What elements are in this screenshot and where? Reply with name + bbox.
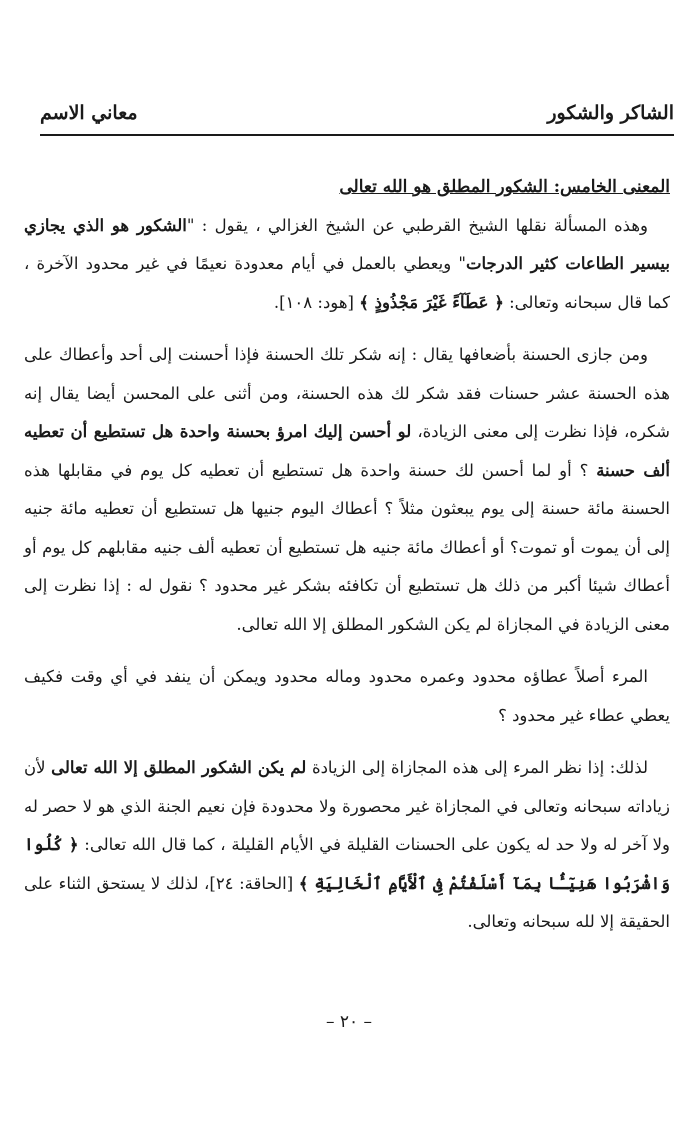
quote-bold: الشكور هو الذي يجازي بيسير الطاعات كثير الدرجات xyxy=(24,215,670,273)
running-header xyxy=(40,100,674,132)
section-heading: المعنى الخامس: الشكور المطلق هو الله تعالى xyxy=(339,177,670,197)
page-number: – ٢٠ – xyxy=(325,1012,373,1032)
header-section-title: معاني الاسم xyxy=(40,102,138,124)
paragraph-1: وهذه المسألة نقلها الشيخ القرطبي عن الشيخ الغزالي ، يقول : "الشكور هو الذي يجازي بيسير الطاعات كثير الدرجات" ويعطي بالعمل في أيام معدودة نعيمًا في غير محدود الآخرة ، كما قال سبحانه وتعالى: ﴿ عَطَآءً غَيْرَ مَجْذُوذٍ ﴾ [هود: ١٠٨]. xyxy=(24,215,670,312)
paragraph-4: لذلك: إذا نظر المرء إلى هذه المجازاة إلى الزيادة لم يكن الشكور المطلق إلا الله تعالى لأن زياداته سبحانه وتعالى في المجازاة غير محصورة ولا محدودة فإن نعيم الجنة الذي هو لا حصر له ولا آخر له ولا حد له يكون على الحسنات القليلة في الأيام القليلة ، كما قال الله تعالى: ﴿ كُلُوا وَاشْرَبُوا هَنِيٓـَٔۢا بِمَآ أَسْلَفْتُمْ فِى ٱلْأَيَّامِ ٱلْخَالِيَةِ ﴾ [الحاقة: ٢٤]، لذلك لا يستحق الثناء على الحقيقة إلا لله سبحانه وتعالى. xyxy=(24,758,670,931)
header-chapter-title: الشاكر والشكور xyxy=(547,102,674,124)
paragraph-3: المرء أصلاً عطاؤه محدود وعمره محدود وماله محدود ويمكن أن ينفد في أي وقت فكيف يعطي عطاء غير محدود ؟ xyxy=(24,667,670,725)
quran-verse: ﴿ كُلُوا وَاشْرَبُوا هَنِيٓـَٔۢا بِمَآ أَسْلَفْتُمْ فِى ٱلْأَيَّامِ ٱلْخَالِيَةِ ﴾ xyxy=(24,835,670,893)
quran-verse: ﴿ عَطَآءً غَيْرَ مَجْذُوذٍ ﴾ xyxy=(359,292,504,312)
paragraph-2: ومن جازى الحسنة بأضعافها يقال : إنه شكر تلك الحسنة فإذا أحسنت إلى أحد وأعطاك على هذه الحسنة عشر حسنات فقد شكر لك هذه الحسنة، ومن أثنى على المحسن أيضا يقال إنه شكره، فإذا نظرت إلى معنى الزيادة، لو أحسن إليك امرؤ بحسنة واحدة هل تستطيع أن تعطيه ألف حسنة ؟ أو لما أحسن لك حسنة واحدة هل تستطيع أن تعطيه كل يوم في مقابلها هذه الحسنة مائة حسنة إلى يوم يبعثون مثلاً ؟ أعطاك اليوم جنيها هل تستطيع أن تعطيه مائة جنيه إلى أن يموت أو تموت؟ أو أعطاك مائة جنيه هل تستطيع أن تعطيه ألف جنيه مقابلهم كل يوم أو أعطاك شيئا أكبر من ذلك هل تستطيع أن تكافئه بشكر غير محدود ؟ نقول له : إذا نظرت إلى معنى الزيادة في المجازاة لم يكن الشكور المطلق إلا الله تعالى. xyxy=(24,345,671,634)
verse-reference: [هود: ١٠٨]. xyxy=(273,292,360,312)
header-divider xyxy=(40,134,674,136)
emphasis-bold: لم يكن الشكور المطلق إلا الله تعالى xyxy=(51,758,307,777)
page-body xyxy=(24,168,670,942)
emphasis-bold: لو أحسن إليك امرؤ بحسنة واحدة هل تستطيع أن تعطيه ألف حسنة xyxy=(24,422,671,480)
